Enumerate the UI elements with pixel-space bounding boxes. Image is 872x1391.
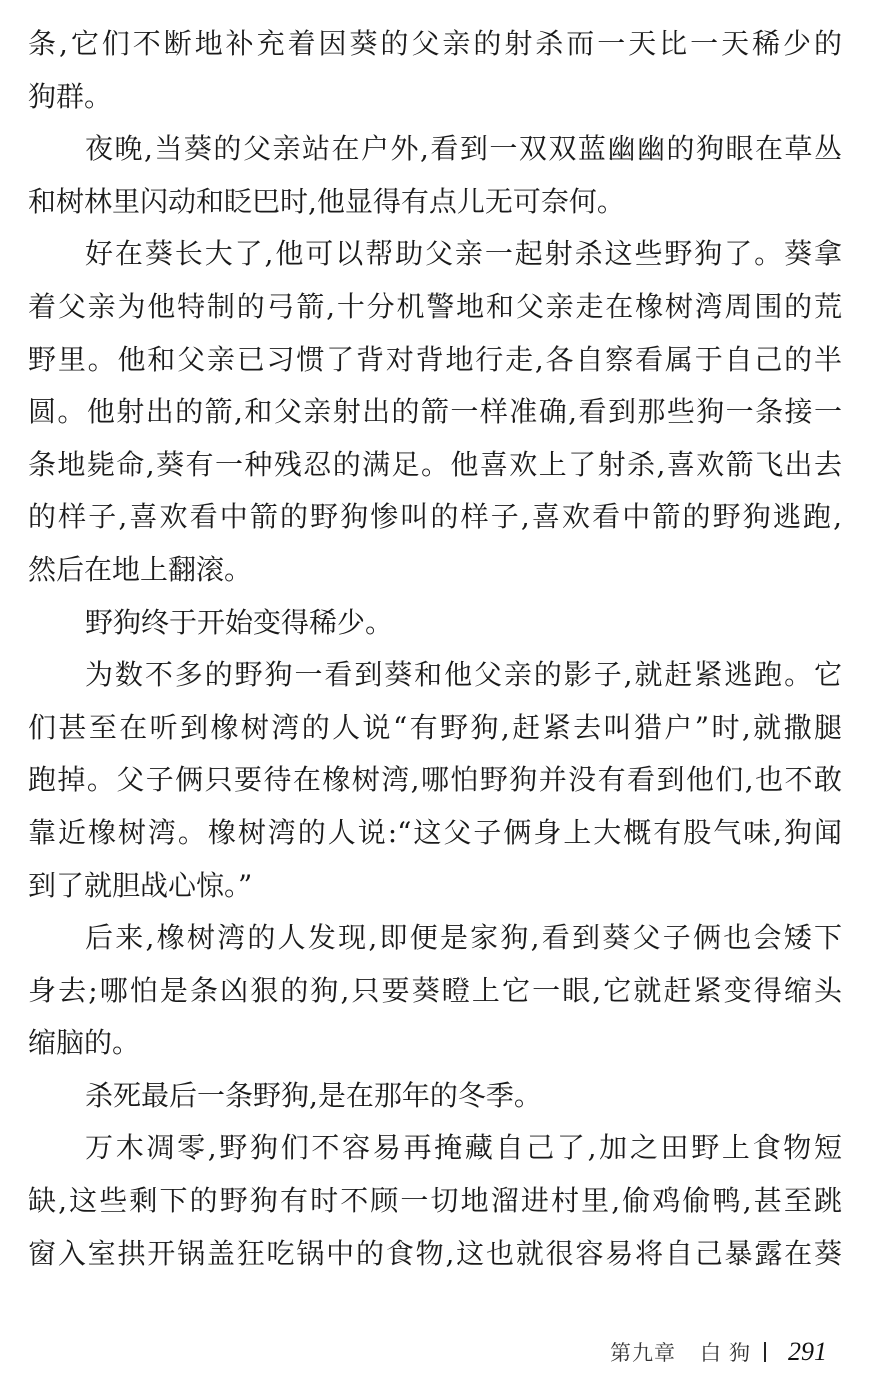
text-line: 缩脑的。: [28, 1026, 141, 1060]
chapter-label: 第九章: [610, 1341, 676, 1365]
text-line: 野狗终于开始变得稀少。: [85, 605, 394, 639]
text-line: 杀死最后一条野狗,是在那年的冬季。: [85, 1078, 542, 1112]
text-line: 和树林里闪动和眨巴时,他显得有点儿无可奈何。: [28, 184, 625, 218]
text-line: 狗群。: [28, 79, 113, 113]
text-line: 缺,这些剩下的野狗有时不顾一切地溜进村里,偷鸡偷鸭,甚至跳: [28, 1184, 842, 1218]
text-line: 为数不多的野狗一看到葵和他父亲的影子,就赶紧逃跑。它: [85, 658, 842, 692]
text-line: 条,它们不断地补充着因葵的父亲的射杀而一天比一天稀少的: [28, 27, 842, 60]
text-line: 靠近橡树湾。橡树湾的人说:“这父子俩身上大概有股气味,狗闻: [28, 815, 842, 849]
text-line: 夜晚,当葵的父亲站在户外,看到一双双蓝幽幽的狗眼在草丛: [85, 132, 842, 166]
text-line: 跑掉。父子俩只要待在橡树湾,哪怕野狗并没有看到他们,也不敢: [28, 763, 842, 797]
text-line: 们甚至在听到橡树湾的人说“有野狗,赶紧去叫猎户”时,就撒腿: [28, 710, 842, 744]
text-line: 着父亲为他特制的弓箭,十分机警地和父亲走在橡树湾周围的荒: [28, 289, 842, 323]
text-line: 条地毙命,葵有一种残忍的满足。他喜欢上了射杀,喜欢箭飞出去: [28, 447, 842, 481]
text-line: 到了就胆战心惊。”: [28, 868, 253, 902]
text-line: 身去;哪怕是条凶狠的狗,只要葵瞪上它一眼,它就赶紧变得缩头: [28, 973, 842, 1007]
text-line: 圆。他射出的箭,和父亲射出的箭一样准确,看到那些狗一条接一: [28, 395, 842, 429]
text-line: 好在葵长大了,他可以帮助父亲一起射杀这些野狗了。葵拿: [85, 237, 842, 271]
page-number: 291: [788, 1337, 827, 1366]
text-line: 窗入室拱开锅盖狂吃锅中的食物,这也就很容易将自己暴露在葵: [28, 1236, 842, 1270]
chapter-title: 白狗: [700, 1341, 758, 1365]
text-line: 万木凋零,野狗们不容易再掩藏自己了,加之田野上食物短: [85, 1131, 842, 1165]
text-line: 然后在地上翻滚。: [28, 552, 253, 586]
footer-divider: [764, 1342, 766, 1362]
text-line: 后来,橡树湾的人发现,即便是家狗,看到葵父子俩也会矮下: [85, 921, 842, 955]
text-line: 野里。他和父亲已习惯了背对背地行走,各自察看属于自己的半: [28, 342, 842, 376]
text-line: 的样子,喜欢看中箭的野狗惨叫的样子,喜欢看中箭的野狗逃跑,: [28, 500, 842, 534]
page-body: [28, 18, 842, 1280]
page-footer: [610, 1332, 827, 1372]
